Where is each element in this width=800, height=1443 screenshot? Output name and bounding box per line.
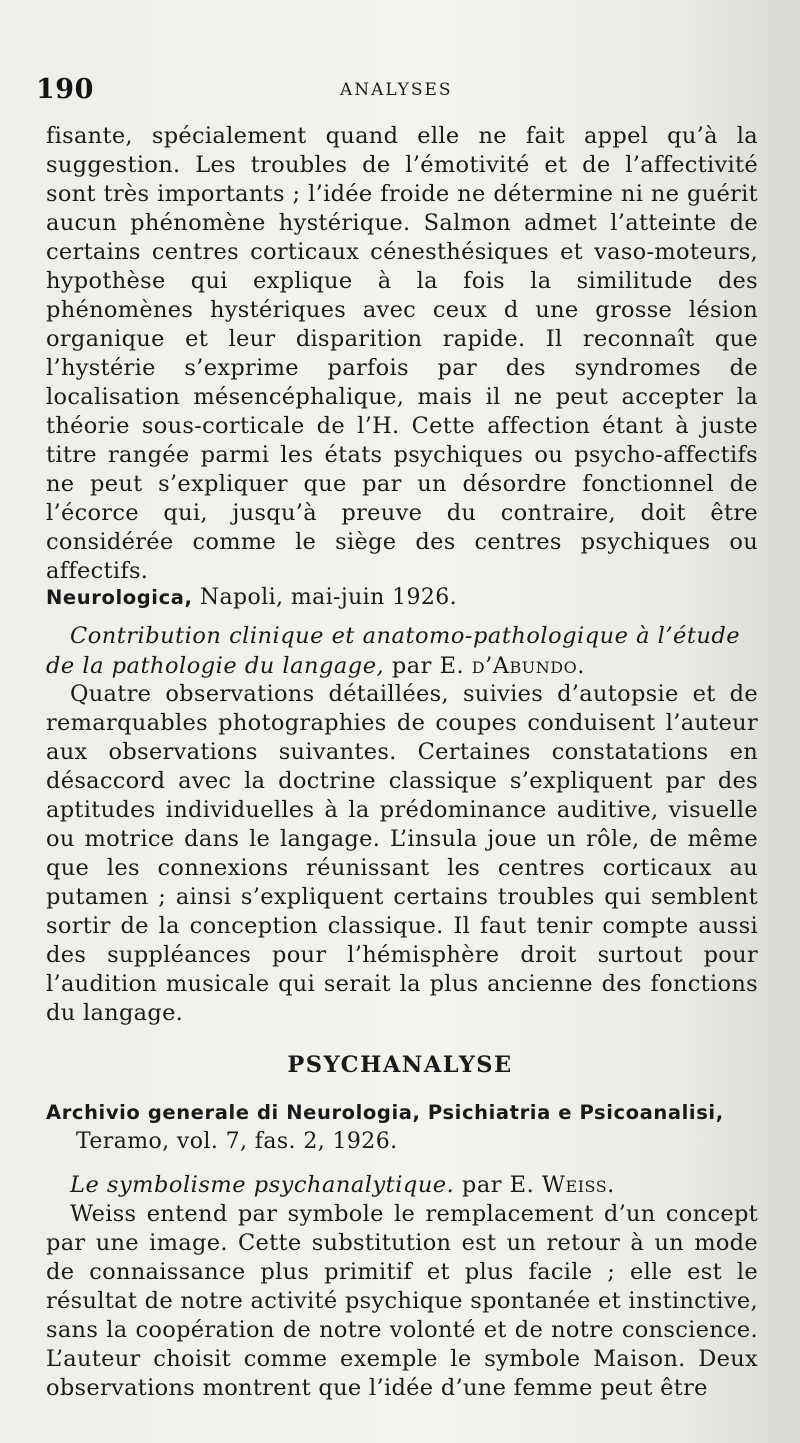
journal-details: Napoli, mai-juin 1926.	[192, 585, 458, 610]
paragraph-abundo-summary: Quatre observations détaillées, suivies d’autopsie et de remarquables photographies de coupes conduisent l’auteur aux observations suivantes. Certaines constatations en désaccord avec la doctrine classique s’expliquent par des aptitudes individuelles à la prédominance auditive, visuelle ou motrice dans le langage. L’insula joue un rôle, de même que les connexions réunissant les centres corticaux au putamen ; ainsi s’expliquent certains troubles qui semblent sortir de la conception classique. Il faut tenir compte aussi des suppléances pour l’hémisphère droit surtout pour l’audition musicale qui serait la plus ancienne des fonctions du langage.	[46, 681, 758, 1026]
running-head: ANALYSES	[340, 80, 453, 100]
article-title-abundo	[46, 621, 760, 681]
page-number: 190	[36, 74, 94, 105]
source-neurologica	[46, 583, 766, 612]
paragraph-salmon-hysteria: fisante, spécialement quand elle ne fait appel qu’à la suggestion. Les troubles de l’émotivité et de l’affectivité sont très importants ; l’idée froide ne détermine ni ne guérit aucun phénomène hystérique. Salmon admet l’atteinte de certains centres corticaux cénesthésiques et vaso-moteurs, hypothèse qui explique à la fois la similitude des phénomènes hystériques avec ceux d une grosse lésion organique et leur disparition rapide. Il reconnaît que l’hystérie s’exprime parfois par des syndromes de localisation mésencéphalique, mais il ne peut accepter la théorie sous-corticale de l’H. Cette affection étant à juste titre rangée parmi les états psychiques ou psycho-affectifs ne peut s’expliquer que par un désordre fonctionnel de l’écorce qui, jusqu’à preuve du contraire, doit être considérée comme le siège des centres psychiques ou affectifs.	[46, 123, 758, 584]
article-title-line2-wrap	[46, 651, 760, 681]
article-title-weiss	[70, 1170, 760, 1200]
source-archivio	[46, 1098, 766, 1156]
article-title-line2: de la pathologie du langage,	[46, 653, 385, 679]
paragraph-weiss-summary: Weiss entend par symbole le remplacement d’un concept par une image. Cette substitution est un retour à un mode de connaissance plus primitif et plus facile ; elle est le résultat de notre activité psychique spontanée et instinctive, sans la coopération de notre volonté et de notre conscience. L’auteur choisit comme exemple le symbole Maison. Deux observations montrent que l’idée d’une femme peut être	[46, 1201, 758, 1401]
journal-name: Archivio generale di Neurologia, Psichiatria e Psicoanalisi,	[46, 1101, 724, 1124]
journal-name: Neurologica,	[46, 586, 193, 609]
article-by: par E.	[384, 653, 472, 679]
article-by: par E.	[454, 1172, 542, 1198]
section-heading: PSYCHANALYSE	[287, 1052, 513, 1078]
journal-details: Teramo, vol. 7, fas. 2, 1926.	[76, 1129, 398, 1154]
article-author: d’Abundo.	[471, 653, 585, 679]
article-author: Weiss.	[541, 1172, 615, 1198]
article-title: Le symbolisme psychanalytique.	[70, 1172, 455, 1198]
article-title-line1: Contribution clinique et anatomo-pathologique à l’étude	[70, 623, 741, 649]
